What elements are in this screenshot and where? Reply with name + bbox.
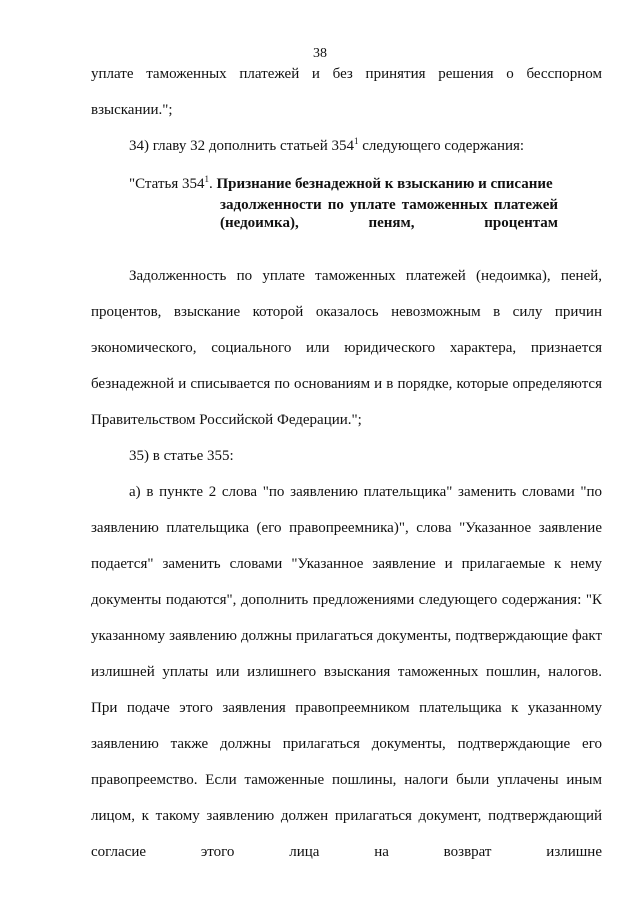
paragraph-continuation — [91, 56, 602, 92]
item-35a: а) в пункте 2 слова "по заявлению плательщика" заменить словами "по заявлению плательщика (его правопреемника)", слова "Указанное заявление подается" заменить словами "Указанное заявление и прилагаемые к нему документы подаются", дополнить предложениями следующего содержания: "К указанному заявлению должны прилагаться документы, подтверждающие факт излишней уплаты или излишнего взыскания таможенных пошлин, налогов. При подаче этого заявления правопреемником плательщика к указанному заявлению также должны прилагаться документы, подтверждающие его правопреемство. Если таможенные пошлины, налоги были уплачены иным лицом, к такому заявлению должен прилагаться документ, подтверждающий согласие этого лица на возврат излишне — [91, 484, 602, 860]
superscript: 1 — [204, 174, 209, 184]
page-number: 38 — [313, 46, 327, 61]
text-line: взыскании."; — [91, 102, 173, 118]
item-34 — [91, 128, 602, 164]
item-34-text-rest: следующего содержания: — [358, 138, 525, 154]
article-body: Задолженность по уплате таможенных платежей (недоимка), пеней, процентов, взыскание которой оказалось невозможным в силу причин экономического, социального или юридического характера, признается безнадежной и списывается по основаниям и в порядке, которые определяются Правительством Российской Федерации."; — [91, 268, 602, 428]
item-35: 35) в статье 355: — [129, 448, 234, 464]
article-title-line-1: Признание безнадежной к взысканию и списание — [216, 176, 553, 192]
article-title-continuation: задолженности по уплате таможенных платежей (недоимка), пеням, процентам — [220, 197, 558, 231]
document-body — [91, 56, 602, 870]
article-heading — [91, 172, 602, 196]
article-label: "Статья 354 — [129, 176, 205, 192]
superscript: 1 — [354, 136, 359, 146]
item-34-text: 34) главу 32 дополнить статьей 354 — [129, 138, 354, 154]
text-line: уплате таможенных платежей и без принятия решения о бесспорном — [91, 66, 602, 82]
article-dot: . — [208, 176, 217, 192]
spacer — [91, 232, 602, 258]
paragraph-continuation-end — [91, 92, 602, 128]
